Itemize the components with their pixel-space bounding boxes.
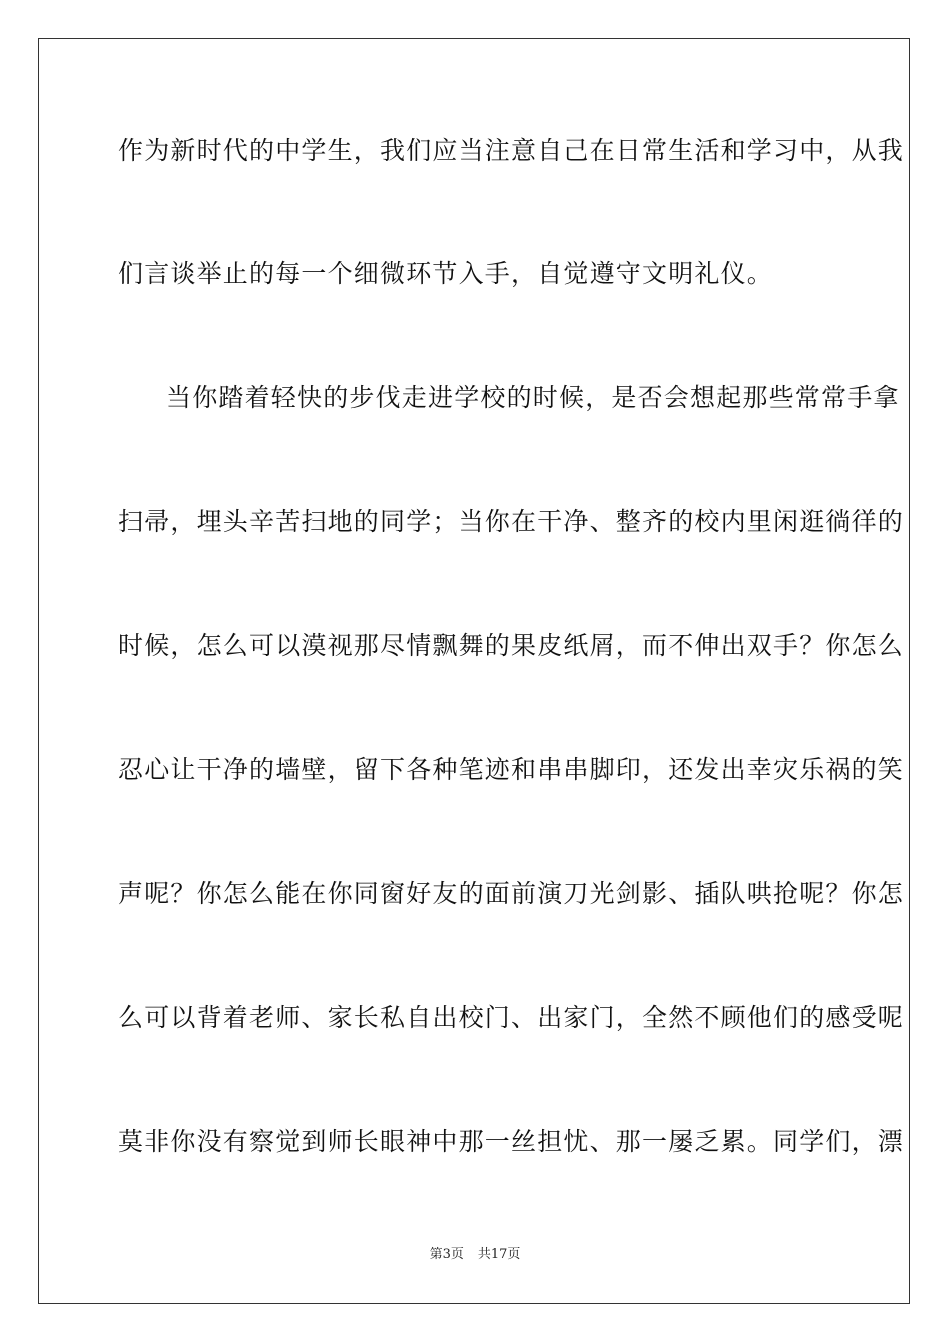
paragraph-line: 声呢？你怎么能在你同窗好友的面前演刀光剑影、插队哄抢呢？你怎 bbox=[118, 879, 905, 908]
page-footer bbox=[0, 1247, 950, 1263]
paragraph-line: 忍心让干净的墙壁，留下各种笔迹和串串脚印，还发出幸灾乐祸的笑 bbox=[118, 755, 905, 784]
page-number: 第3页 bbox=[429, 1247, 464, 1262]
paragraph-line: 扫帚，埋头辛苦扫地的同学；当你在干净、整齐的校内里闲逛徜徉的 bbox=[118, 507, 905, 536]
paragraph-line: 作为新时代的中学生，我们应当注意自己在日常生活和学习中，从我 bbox=[118, 136, 905, 165]
paragraph-line: 莫非你没有察觉到师长眼神中那一丝担忧、那一屡乏累。同学们，漂 bbox=[118, 1127, 905, 1156]
paragraph-line: 时候，怎么可以漠视那尽情飘舞的果皮纸屑，而不伸出双手？你怎么 bbox=[118, 631, 905, 660]
page-border bbox=[38, 38, 910, 1304]
page-total: 共17页 bbox=[477, 1247, 521, 1262]
paragraph-line: 么可以背着老师、家长私自出校门、出家门，全然不顾他们的感受呢 bbox=[118, 1003, 905, 1032]
paragraph-line-indented: 当你踏着轻快的步伐走进学校的时候，是否会想起那些常常手拿 bbox=[166, 383, 900, 412]
paragraph-line: 们言谈举止的每一个细微环节入手，自觉遵守文明礼仪。 bbox=[118, 259, 774, 288]
